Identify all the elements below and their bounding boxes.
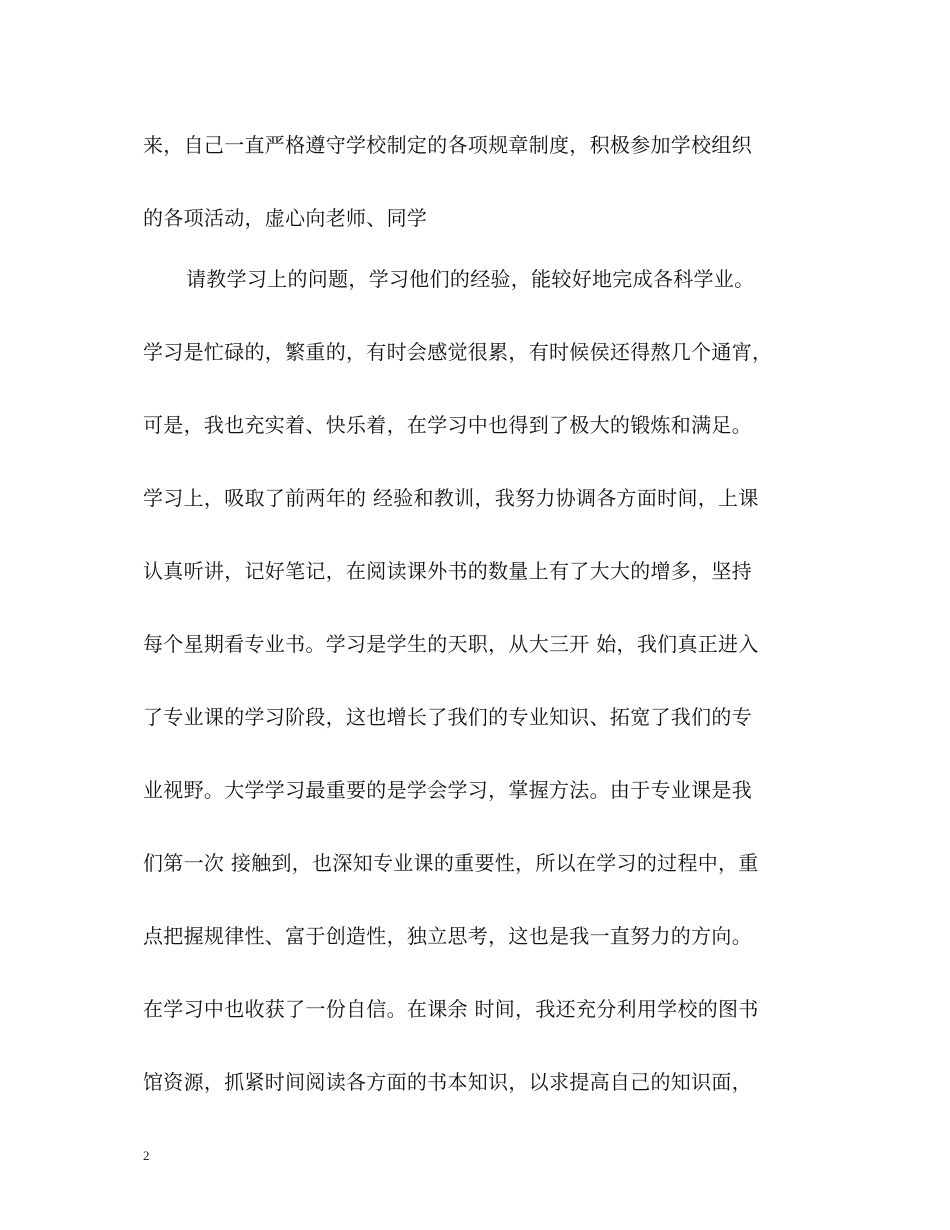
text-line-14: 馆资源，抓紧时间阅读各方面的书本知识，以求提高自己的知识面， (143, 1070, 752, 1094)
text-line-1: 来，自己一直严格遵守学校制定的各项规章制度，积极参加学校组织 (143, 133, 752, 157)
text-line-4: 学习是忙碌的，繁重的，有时会感觉很累，有时候侯还得熬几个通宵， (143, 340, 773, 364)
text-line-10: 业视野。大学学习最重要的是学会学习，掌握方法。由于专业课是我 (143, 778, 752, 802)
page-number: 2 (143, 1148, 150, 1163)
text-line-6: 学习上，吸取了前两年的 经验和教训，我努力协调各方面时间，上课 (143, 486, 759, 510)
text-line-13: 在学习中也收获了一份自信。在课余 时间，我还充分利用学校的图书 (143, 997, 759, 1021)
text-line-7: 认真听讲，记好笔记，在阅读课外书的数量上有了大大的增多，坚持 (143, 559, 752, 583)
text-line-3: 请教学习上的问题，学习他们的经验，能较好地完成各科学业。 (186, 267, 755, 291)
text-line-9: 了专业课的学习阶段，这也增长了我们的专业知识、拓宽了我们的专 (143, 705, 752, 729)
text-line-5: 可是，我也充实着、快乐着，在学习中也得到了极大的锻炼和满足。 (143, 413, 752, 437)
text-line-11: 们第一次 接触到，也深知专业课的重要性，所以在学习的过程中，重 (143, 851, 759, 875)
text-line-8: 每个星期看专业书。学习是学生的天职，从大三开 始，我们真正进入 (143, 632, 759, 656)
text-line-12: 点把握规律性、富于创造性，独立思考，这也是我一直努力的方向。 (143, 924, 752, 948)
text-line-2: 的各项活动，虚心向老师、同学 (143, 206, 428, 230)
